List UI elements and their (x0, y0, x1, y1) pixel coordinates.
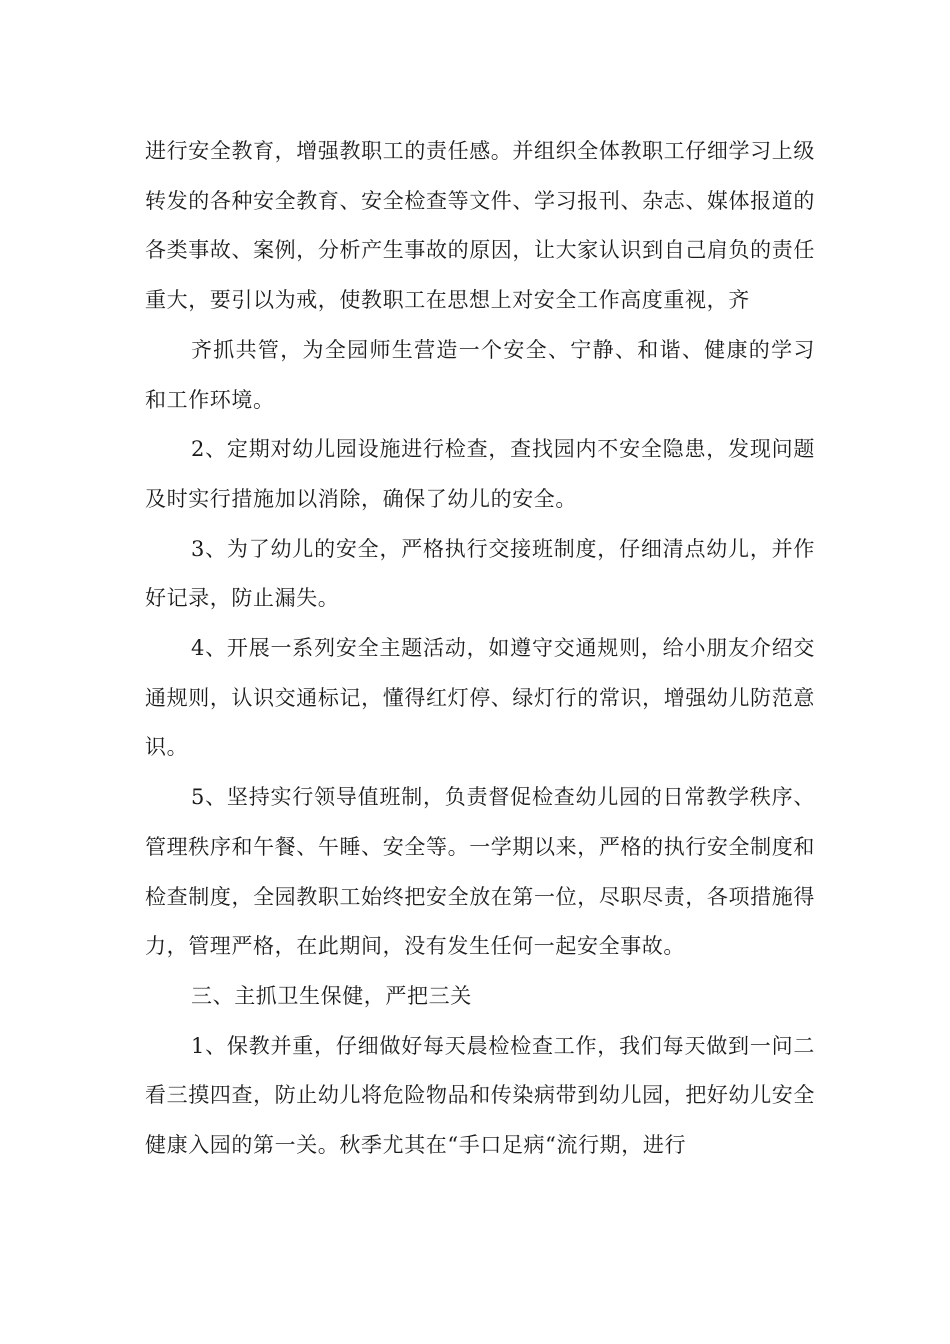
paragraph-leader-duty: 5、坚持实行领导值班制，负责督促检查幼儿园的日常教学秩序、管理秩序和午餐、午睡、安全等。一学期以来，严格的执行安全制度和检查制度，全园教职工始终把安全放在第一位，尽职尽责，各项措施得力，管理严格，在此期间，没有发生任何一起安全事故。 (145, 785, 815, 959)
paragraph-safety-education: 进行安全教育，增强教职工的责任感。并组织全体教职工仔细学习上级转发的各种安全教育、安全检查等文件、学习报刊、杂志、媒体报道的各类事故、案例，分析产生事故的原因，让大家认识到自己肩负的责任重大，要引以为戒，使教职工在思想上对安全工作高度重视，齐 (145, 139, 815, 313)
paragraph-handover-system: 3、为了幼儿的安全，严格执行交接班制度，仔细清点幼儿，并作好记录，防止漏失。 (145, 536, 815, 611)
document-body (145, 127, 815, 1171)
paragraph-joint-management: 齐抓共管，为全园师生营造一个安全、宁静、和谐、健康的学习和工作环境。 (145, 337, 815, 412)
paragraph-safety-activities: 4、开展一系列安全主题活动，如遵守交通规则，给小朋友介绍交通规则，认识交通标记，懂得红灯停、绿灯行的常识，增强幼儿防范意识。 (145, 636, 815, 760)
paragraph-morning-check: 1、保教并重，仔细做好每天晨检检查工作，我们每天做到一问二看三摸四查，防止幼儿将危险物品和传染病带到幼儿园，把好幼儿安全健康入园的第一关。秋季尤其在“手口足病“流行期，进行 (145, 1033, 815, 1158)
section-heading-health-care: 三、主抓卫生保健，严把三关 (191, 983, 472, 1008)
paragraph-facility-inspection: 2、定期对幼儿园设施进行检查，查找园内不安全隐患，发现问题及时实行措施加以消除，确保了幼儿的安全。 (145, 437, 815, 511)
